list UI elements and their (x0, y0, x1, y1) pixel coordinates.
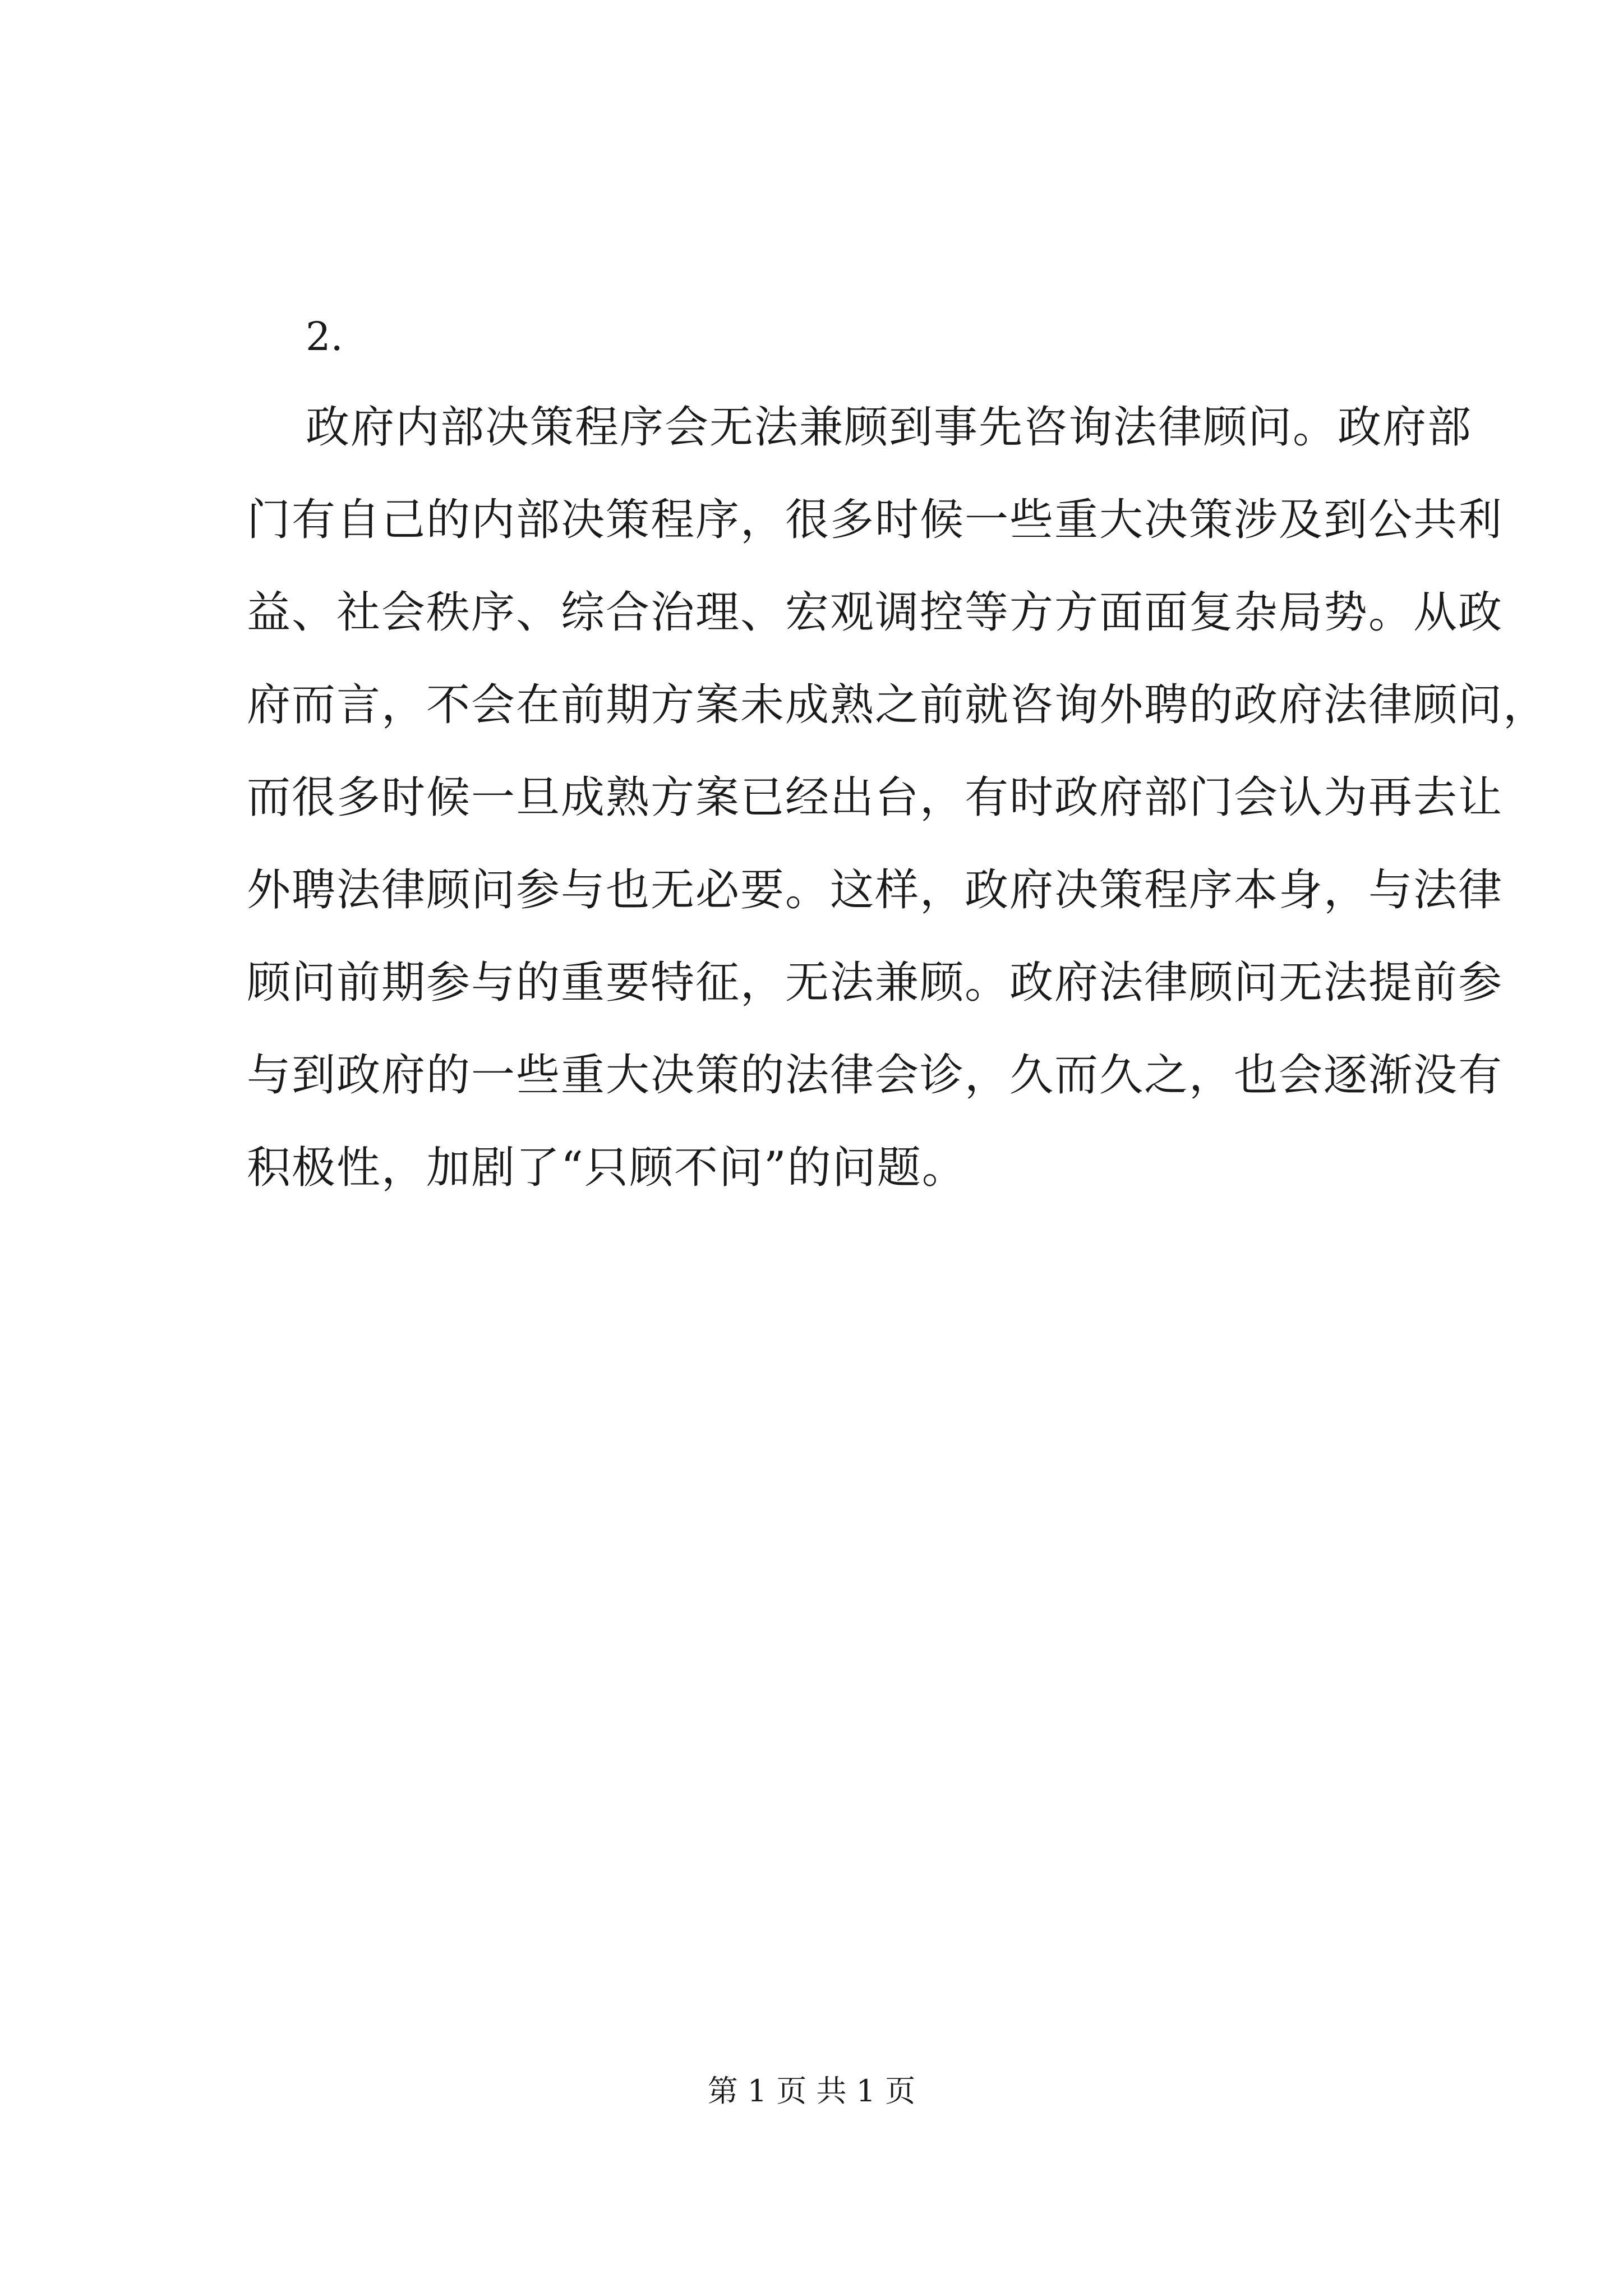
paragraph-line: 政府内部决策程序会无法兼顾到事先咨询法律顾问。政府部 (306, 402, 1473, 453)
paragraph-line: 积极性，加剧了“只顾不问”的问题。 (247, 1143, 967, 1193)
paragraph-line: 府而言，不会在前期方案未成熟之前就咨询外聘的政府法律顾问， (247, 680, 1548, 730)
paragraph-line: 外聘法律顾问参与也无必要。这样，政府决策程序本身，与法律 (247, 865, 1504, 915)
item-number: 2. (306, 314, 343, 360)
paragraph-line: 顾问前期参与的重要特征，无法兼顾。政府法律顾问无法提前参 (247, 958, 1504, 1008)
paragraph-line: 益、社会秩序、综合治理、宏观调控等方方面面复杂局势。从政 (247, 587, 1504, 638)
page-footer: 第 1 页 共 1 页 (707, 2073, 916, 2109)
paragraph-line: 而很多时候一旦成熟方案已经出台，有时政府部门会认为再去让 (247, 772, 1504, 823)
paragraph-line: 与到政府的一些重大决策的法律会诊，久而久之，也会逐渐没有 (247, 1050, 1504, 1101)
body-paragraph (247, 381, 1548, 1214)
paragraph-line: 门有自己的内部决策程序，很多时候一些重大决策涉及到公共利 (247, 495, 1504, 545)
